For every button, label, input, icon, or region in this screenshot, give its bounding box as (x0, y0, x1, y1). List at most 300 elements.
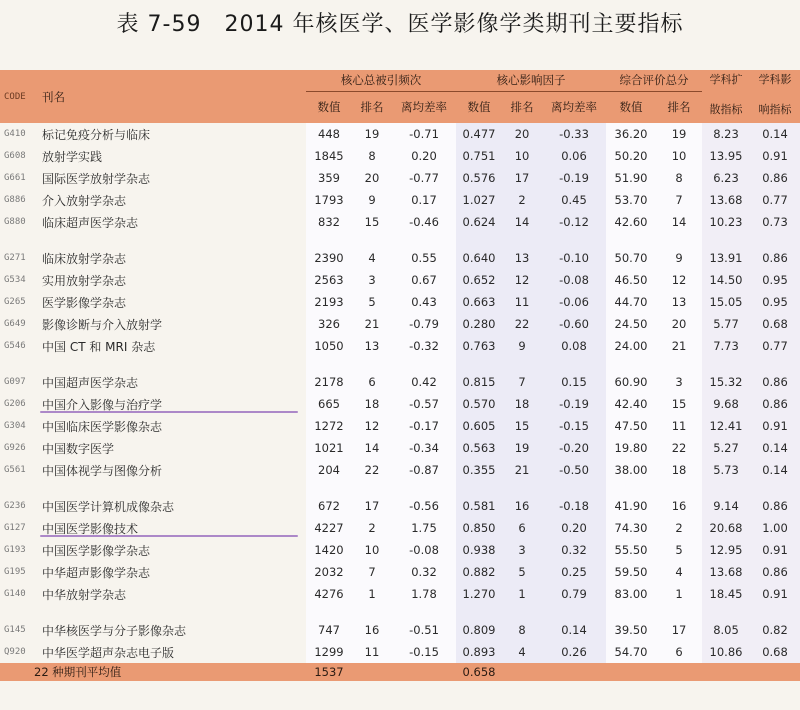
cite-rank: 13 (352, 335, 392, 357)
subject-impact-value: 0.86 (750, 561, 800, 583)
cite-rank: 14 (352, 437, 392, 459)
if-rank: 22 (502, 313, 542, 335)
if-value: 0.938 (456, 539, 502, 561)
journal-name: 实用放射学杂志 (42, 273, 127, 288)
subject-spread-value: 10.23 (702, 211, 750, 233)
cite-rank: 3 (352, 269, 392, 291)
if-deviation: 0.08 (542, 335, 606, 357)
spacer-cell (656, 233, 702, 247)
header-row-groups (0, 70, 800, 91)
journal-code: G271 (4, 253, 26, 263)
total-value: 60.90 (606, 371, 656, 393)
total-value: 59.50 (606, 561, 656, 583)
subject-spread-value: 20.68 (702, 517, 750, 539)
journal-name: 中国体视学与图像分析 (42, 463, 163, 478)
table-row (0, 517, 800, 539)
cite-rank: 2 (352, 517, 392, 539)
subject-impact-value: 0.77 (750, 189, 800, 211)
journal-code: G265 (4, 297, 26, 307)
if-value: 0.763 (456, 335, 502, 357)
table-row (0, 437, 800, 459)
journal-code: G546 (4, 341, 26, 351)
spacer-cell (702, 605, 750, 619)
cite-rank: 11 (352, 641, 392, 663)
spacer-cell (750, 605, 800, 619)
spacer-cell (392, 481, 456, 495)
if-deviation: 0.15 (542, 371, 606, 393)
journal-name: 影像诊断与介入放射学 (42, 317, 163, 332)
if-value: 1.270 (456, 583, 502, 605)
table-row (0, 335, 800, 357)
subject-spread-value: 12.41 (702, 415, 750, 437)
if-rank: 9 (502, 335, 542, 357)
average-empty-cell (750, 663, 800, 681)
spacer-cell (502, 357, 542, 371)
journal-code: G193 (4, 545, 26, 555)
cite-value: 1272 (306, 415, 352, 437)
if-rank: 11 (502, 291, 542, 313)
subject-spread-value: 5.27 (702, 437, 750, 459)
cite-deviation: -0.57 (392, 393, 456, 415)
subject-spread-value: 5.73 (702, 459, 750, 481)
total-value-header: 数值 (606, 91, 656, 123)
journal-code: G140 (4, 589, 26, 599)
cite-value: 204 (306, 459, 352, 481)
total-rank: 16 (656, 495, 702, 517)
table-row (0, 371, 800, 393)
average-empty-cell (542, 663, 606, 681)
subject-impact-value: 0.86 (750, 371, 800, 393)
journal-code: G649 (4, 319, 26, 329)
subject-spread-value: 12.95 (702, 539, 750, 561)
cite-rank: 22 (352, 459, 392, 481)
spacer-cell (352, 357, 392, 371)
total-value: 74.30 (606, 517, 656, 539)
spacer-cell (306, 605, 352, 619)
total-value: 38.00 (606, 459, 656, 481)
total-rank: 12 (656, 269, 702, 291)
journal-name: 中华放射学杂志 (42, 587, 127, 602)
cite-value: 672 (306, 495, 352, 517)
if-value: 0.652 (456, 269, 502, 291)
average-empty-cell (656, 663, 702, 681)
cite-value: 2193 (306, 291, 352, 313)
subject-impact-value: 0.77 (750, 335, 800, 357)
cite-deviation: -0.34 (392, 437, 456, 459)
spacer-cell (656, 605, 702, 619)
cite-deviation: -0.32 (392, 335, 456, 357)
spacer-cell (306, 357, 352, 371)
cite-value: 448 (306, 123, 352, 145)
subject-spread-value: 13.68 (702, 189, 750, 211)
average-empty-cell (702, 663, 750, 681)
if-value: 0.640 (456, 247, 502, 269)
subject-spread-value: 8.05 (702, 619, 750, 641)
subject-impact-value: 0.14 (750, 459, 800, 481)
total-value: 55.50 (606, 539, 656, 561)
group-spacer (0, 233, 800, 247)
spacer-cell (702, 357, 750, 371)
cite-rank: 21 (352, 313, 392, 335)
journal-name: 中国超声医学杂志 (42, 375, 139, 390)
table-row (0, 269, 800, 291)
journal-code: G195 (4, 567, 26, 577)
table-row (0, 415, 800, 437)
if-rank: 2 (502, 189, 542, 211)
cite-deviation: -0.77 (392, 167, 456, 189)
total-rank: 1 (656, 583, 702, 605)
cite-rank-header: 排名 (352, 91, 392, 123)
cite-rank: 1 (352, 583, 392, 605)
if-deviation: 0.26 (542, 641, 606, 663)
journal-name: 标记免疫分析与临床 (42, 127, 151, 142)
if-deviation: 0.45 (542, 189, 606, 211)
journal-name: 中国数字医学 (42, 441, 115, 456)
if-rank: 1 (502, 583, 542, 605)
if-value: 0.850 (456, 517, 502, 539)
subject-spread-value: 13.95 (702, 145, 750, 167)
subject-spread-value: 7.73 (702, 335, 750, 357)
table-row (0, 291, 800, 313)
cite-value: 1420 (306, 539, 352, 561)
total-rank: 19 (656, 123, 702, 145)
total-rank: 22 (656, 437, 702, 459)
cite-deviation: 0.42 (392, 371, 456, 393)
subject-spread-value: 6.23 (702, 167, 750, 189)
if-deviation: 0.25 (542, 561, 606, 583)
total-value: 24.00 (606, 335, 656, 357)
if-value: 0.581 (456, 495, 502, 517)
journal-code: G661 (4, 173, 26, 183)
subject-impact-header-bottom: 响指标 (750, 91, 800, 123)
spacer-cell (656, 481, 702, 495)
table-row (0, 539, 800, 561)
journal-code: G097 (4, 377, 26, 387)
cite-deviation: -0.87 (392, 459, 456, 481)
journal-code: G127 (4, 523, 26, 533)
cite-value-header: 数值 (306, 91, 352, 123)
subject-impact-value: 0.91 (750, 415, 800, 437)
cite-value: 326 (306, 313, 352, 335)
cite-deviation: -0.17 (392, 415, 456, 437)
total-rank: 8 (656, 167, 702, 189)
table-row (0, 583, 800, 605)
subject-impact-value: 0.91 (750, 539, 800, 561)
cite-rank: 5 (352, 291, 392, 313)
total-value: 42.60 (606, 211, 656, 233)
subject-impact-value: 0.73 (750, 211, 800, 233)
spacer-cell (606, 605, 656, 619)
journal-code: G206 (4, 399, 26, 409)
total-value: 44.70 (606, 291, 656, 313)
spacer-cell (606, 233, 656, 247)
average-empty-cell (502, 663, 542, 681)
total-value: 83.00 (606, 583, 656, 605)
total-rank: 15 (656, 393, 702, 415)
journal-code: G608 (4, 151, 26, 161)
table-row (0, 313, 800, 335)
cite-rank: 8 (352, 145, 392, 167)
spacer-cell (606, 481, 656, 495)
total-score-group-header: 综合评价总分 (606, 70, 702, 91)
cite-value: 2390 (306, 247, 352, 269)
total-value: 54.70 (606, 641, 656, 663)
table-row (0, 123, 800, 145)
subject-impact-value: 0.91 (750, 583, 800, 605)
spacer-cell (542, 233, 606, 247)
spacer-cell (542, 605, 606, 619)
code-header: CODE (0, 70, 36, 123)
spacer-cell (702, 233, 750, 247)
cite-value: 4276 (306, 583, 352, 605)
total-rank: 21 (656, 335, 702, 357)
cite-deviation: 1.78 (392, 583, 456, 605)
spacer-cell (36, 481, 306, 495)
cite-deviation: -0.51 (392, 619, 456, 641)
journal-name: 国际医学放射学杂志 (42, 171, 151, 186)
journal-name: 中国 CT 和 MRI 杂志 (42, 339, 156, 354)
spacer-cell (456, 605, 502, 619)
if-rank: 6 (502, 517, 542, 539)
name-header: 刊名 (36, 70, 306, 123)
cite-rank: 19 (352, 123, 392, 145)
spacer-cell (750, 357, 800, 371)
if-rank: 3 (502, 539, 542, 561)
total-value: 47.50 (606, 415, 656, 437)
subject-impact-value: 0.14 (750, 437, 800, 459)
average-empty-cell (606, 663, 656, 681)
subject-spread-header-top: 学科扩 (702, 70, 750, 91)
cite-value: 2563 (306, 269, 352, 291)
cite-value: 2178 (306, 371, 352, 393)
spacer-cell (606, 357, 656, 371)
spacer-cell (750, 481, 800, 495)
if-deviation: -0.19 (542, 393, 606, 415)
total-rank: 3 (656, 371, 702, 393)
cite-rank: 17 (352, 495, 392, 517)
if-value: 0.751 (456, 145, 502, 167)
journal-code: Q920 (4, 647, 26, 657)
average-cite-value: 1537 (306, 663, 352, 681)
cite-deviation-header: 离均差率 (392, 91, 456, 123)
total-rank: 13 (656, 291, 702, 313)
cite-deviation: 0.67 (392, 269, 456, 291)
if-deviation: -0.10 (542, 247, 606, 269)
if-value: 0.605 (456, 415, 502, 437)
table-row (0, 561, 800, 583)
journal-name: 中国医学影像技术 (36, 517, 306, 539)
cite-value: 832 (306, 211, 352, 233)
spacer-cell (0, 357, 36, 371)
subject-spread-value: 18.45 (702, 583, 750, 605)
cite-deviation: -0.08 (392, 539, 456, 561)
total-rank: 10 (656, 145, 702, 167)
journal-code: G886 (4, 195, 26, 205)
total-rank: 6 (656, 641, 702, 663)
table-row (0, 145, 800, 167)
total-rank: 17 (656, 619, 702, 641)
journal-code: G534 (4, 275, 26, 285)
if-deviation-header: 离均差率 (542, 91, 606, 123)
if-value: 0.663 (456, 291, 502, 313)
spacer-cell (502, 605, 542, 619)
spacer-cell (542, 481, 606, 495)
if-rank: 20 (502, 123, 542, 145)
if-value: 0.815 (456, 371, 502, 393)
subject-impact-value: 0.68 (750, 641, 800, 663)
if-rank: 12 (502, 269, 542, 291)
subject-spread-value: 14.50 (702, 269, 750, 291)
if-value: 0.624 (456, 211, 502, 233)
if-value: 0.809 (456, 619, 502, 641)
cite-value: 1299 (306, 641, 352, 663)
spacer-cell (352, 605, 392, 619)
cite-deviation: 0.43 (392, 291, 456, 313)
total-value: 46.50 (606, 269, 656, 291)
cite-value: 1050 (306, 335, 352, 357)
if-deviation: -0.15 (542, 415, 606, 437)
if-rank: 14 (502, 211, 542, 233)
subject-spread-value: 15.05 (702, 291, 750, 313)
total-rank: 2 (656, 517, 702, 539)
subject-impact-header-top: 学科影 (750, 70, 800, 91)
total-value: 51.90 (606, 167, 656, 189)
if-deviation: 0.79 (542, 583, 606, 605)
total-value: 50.20 (606, 145, 656, 167)
if-value: 0.576 (456, 167, 502, 189)
journal-name: 医学影像学杂志 (42, 295, 127, 310)
subject-impact-value: 0.68 (750, 313, 800, 335)
journal-code: G561 (4, 465, 26, 475)
impact-group-header: 核心影响因子 (456, 70, 606, 91)
if-rank: 19 (502, 437, 542, 459)
subject-impact-value: 0.86 (750, 495, 800, 517)
spacer-cell (542, 357, 606, 371)
cite-value: 1793 (306, 189, 352, 211)
if-rank: 21 (502, 459, 542, 481)
indicators-table (0, 70, 800, 681)
spacer-cell (750, 233, 800, 247)
if-rank: 13 (502, 247, 542, 269)
total-rank: 11 (656, 415, 702, 437)
cite-deviation: 0.17 (392, 189, 456, 211)
if-rank: 15 (502, 415, 542, 437)
total-rank: 9 (656, 247, 702, 269)
cite-rank: 18 (352, 393, 392, 415)
journal-name: 中国医学影像学杂志 (42, 543, 151, 558)
cite-deviation: 1.75 (392, 517, 456, 539)
subject-spread-value: 9.68 (702, 393, 750, 415)
if-value: 0.355 (456, 459, 502, 481)
if-deviation: 0.20 (542, 517, 606, 539)
if-deviation: -0.19 (542, 167, 606, 189)
spacer-cell (456, 233, 502, 247)
cite-rank: 7 (352, 561, 392, 583)
total-rank: 18 (656, 459, 702, 481)
spacer-cell (702, 481, 750, 495)
if-deviation: 0.14 (542, 619, 606, 641)
table-row (0, 495, 800, 517)
journal-code: G926 (4, 443, 26, 453)
group-spacer (0, 357, 800, 371)
journal-name: 介入放射学杂志 (42, 193, 127, 208)
cite-value: 747 (306, 619, 352, 641)
if-deviation: -0.50 (542, 459, 606, 481)
average-empty-cell (392, 663, 456, 681)
if-deviation: 0.32 (542, 539, 606, 561)
if-rank: 10 (502, 145, 542, 167)
if-deviation: -0.08 (542, 269, 606, 291)
spacer-cell (392, 233, 456, 247)
table-row (0, 211, 800, 233)
if-rank: 4 (502, 641, 542, 663)
spacer-cell (352, 233, 392, 247)
spacer-cell (656, 357, 702, 371)
total-value: 19.80 (606, 437, 656, 459)
cite-value: 359 (306, 167, 352, 189)
subject-impact-value: 0.86 (750, 393, 800, 415)
table-row (0, 641, 800, 663)
cite-value: 1021 (306, 437, 352, 459)
subject-spread-value: 5.77 (702, 313, 750, 335)
cite-rank: 15 (352, 211, 392, 233)
if-deviation: -0.18 (542, 495, 606, 517)
if-value: 0.280 (456, 313, 502, 335)
cite-value: 665 (306, 393, 352, 415)
subject-impact-value: 1.00 (750, 517, 800, 539)
subject-impact-value: 0.86 (750, 167, 800, 189)
cite-value: 4227 (306, 517, 352, 539)
if-value: 1.027 (456, 189, 502, 211)
if-value: 0.570 (456, 393, 502, 415)
total-value: 50.70 (606, 247, 656, 269)
if-rank: 16 (502, 495, 542, 517)
average-empty-cell (352, 663, 392, 681)
spacer-cell (502, 233, 542, 247)
cite-deviation: -0.79 (392, 313, 456, 335)
if-rank: 18 (502, 393, 542, 415)
spacer-cell (456, 357, 502, 371)
if-deviation: 0.06 (542, 145, 606, 167)
if-rank: 17 (502, 167, 542, 189)
cite-deviation: -0.56 (392, 495, 456, 517)
total-rank: 5 (656, 539, 702, 561)
journal-name: 放射学实践 (42, 149, 103, 164)
average-if-value: 0.658 (456, 663, 502, 681)
if-rank: 7 (502, 371, 542, 393)
if-rank: 5 (502, 561, 542, 583)
cite-rank: 10 (352, 539, 392, 561)
spacer-cell (0, 605, 36, 619)
journal-name: 中国医学计算机成像杂志 (42, 499, 175, 514)
total-value: 36.20 (606, 123, 656, 145)
average-label: 22 种期刊平均值 (0, 663, 306, 681)
table-row (0, 167, 800, 189)
if-value: 0.563 (456, 437, 502, 459)
cite-rank: 6 (352, 371, 392, 393)
journal-name: 中华医学超声杂志电子版 (42, 645, 175, 660)
cite-rank: 4 (352, 247, 392, 269)
subject-impact-value: 0.95 (750, 291, 800, 313)
table-row (0, 189, 800, 211)
subject-impact-value: 0.95 (750, 269, 800, 291)
cite-deviation: 0.55 (392, 247, 456, 269)
average-row (0, 663, 800, 681)
journal-code: G304 (4, 421, 26, 431)
spacer-cell (392, 605, 456, 619)
cite-rank: 12 (352, 415, 392, 437)
total-value: 42.40 (606, 393, 656, 415)
